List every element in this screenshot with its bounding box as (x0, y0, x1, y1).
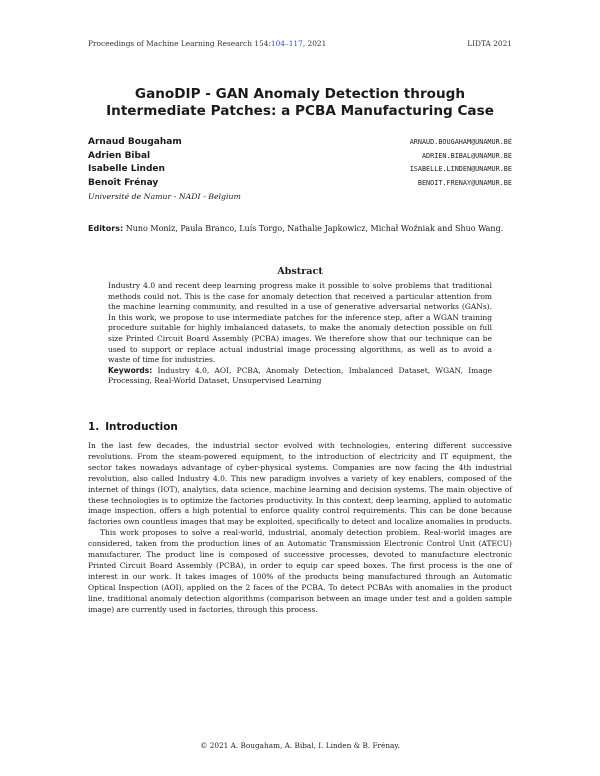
author-name: Arnaud Bougaham (88, 137, 182, 147)
author-name: Isabelle Linden (88, 164, 165, 174)
affiliation: Université de Namur - NADI - Belgium (88, 192, 241, 201)
section-title: Introduction (105, 421, 178, 433)
author-row (88, 164, 512, 178)
abstract-heading: Abstract (277, 266, 323, 277)
paragraph: This work proposes to solve a real-world, industrial, anomaly detection problem. Real-world images are considered, taken from the production lines of an Automatic Transmission Electronic Control Unit (ATECU) manufacturer. The product line is composed of successive processes, devoted to manufacture electronic Printed Circuit Board Assembly (PCBA), in order to equip car speed boxes. The first process is the one of interest in our work. It takes images of 100% of the products being manufactured through an Automatic Optical Inspection (AOI), applied on the 2 faces of the PCBA. To detect PCBAs with anomalies in the product line, traditional anomaly detection algorithms (comparison between an image under test and a golden sample image) are currently used in factories, through this process. (88, 528, 512, 614)
paper-title (88, 86, 512, 120)
author-email[interactable]: ADRIEN.BIBAL@UNAMUR.BE (421, 151, 512, 160)
copyright-footer: © 2021 A. Bougaham, A. Bibal, I. Linden & B. Frénay. (200, 741, 400, 750)
abstract-block (108, 281, 492, 387)
paragraph: In the last few decades, the industrial sector evolved with technologies, entering different successive revolutions. From the steam-powered equipment, to the introduction of electricity and IT equipment, the sector takes nowadays advantage of cyber-physical systems. Companies are now facing the 4th industrial revolution, also called Industry 4.0. This new paradigm involves a variety of key enablers, composed of the internet of things (IOT), analytics, data science, machine learning and decision systems. The main objective of these technologies is to optimize the factories productivity. In this context, deep learning, applied to automatic image inspection, offers a high potential to enforce quality control requirements. This can be done because factories own countless images that may be exploited, specifically to detect and localize anomalies in products. (88, 441, 512, 527)
editors-label: Editors: (88, 224, 124, 233)
keywords-label: Keywords: (108, 365, 153, 375)
author-name: Adrien Bibal (88, 150, 151, 161)
abstract-text: Industry 4.0 and recent deep learning progress make it possible to solve problems that traditional methods could not. This is the case for anomaly detection that received a particular attention from the machine learning community, and resulted in a use of generative adversarial networks (GANs). In this work, we propose to use intermediate patches for the inference step, after a WGAN training procedure suitable for highly imbalanced datasets, to make the anomaly detection possible on full size Printed Circuit Board Assembly (PCBA) images. We therefore show that our technique can be used to support or replace actual industrial image processing algorithms, as well as to avoid a waste of time for industries. (108, 281, 492, 365)
running-head-journal: Proceedings of Machine Learning Research 154:104–117, 2021 (88, 39, 327, 48)
title-line-2: Intermediate Patches: a PCBA Manufacturing Case (106, 103, 494, 119)
author-row (88, 137, 512, 151)
page-range-link[interactable]: 104–117 (270, 39, 303, 48)
running-head-venue: LIDTA 2021 (467, 39, 512, 48)
author-block (88, 137, 512, 201)
running-head (88, 39, 512, 48)
section-number: 1. (88, 421, 100, 433)
author-row (88, 151, 512, 165)
keywords-text: Industry 4.0, AOI, PCBA, Anomaly Detection, Imbalanced Dataset, WGAN, Image Processing, Real-World Dataset, Unsupervised Learning (108, 365, 493, 386)
editors-line (88, 223, 512, 235)
keywords-line (108, 366, 492, 387)
author-row (88, 178, 512, 192)
editors-names: Nuno Moniz, Paula Branco, Luís Torgo, Nathalie Japkowicz, Michał Woźniak and Shuo Wang. (125, 224, 504, 233)
author-name: Benoît Frénay (88, 177, 159, 188)
author-email[interactable]: ISABELLE.LINDEN@UNAMUR.BE (409, 165, 512, 173)
section-body (88, 441, 512, 616)
title-line-1: GanoDIP - GAN Anomaly Detection through (134, 86, 466, 102)
author-email[interactable]: BENOIT.FRENAY@UNAMUR.BE (417, 178, 512, 187)
section-heading (88, 421, 178, 433)
author-email[interactable]: ARNAUD.BOUGAHAM@UNAMUR.BE (409, 138, 512, 146)
